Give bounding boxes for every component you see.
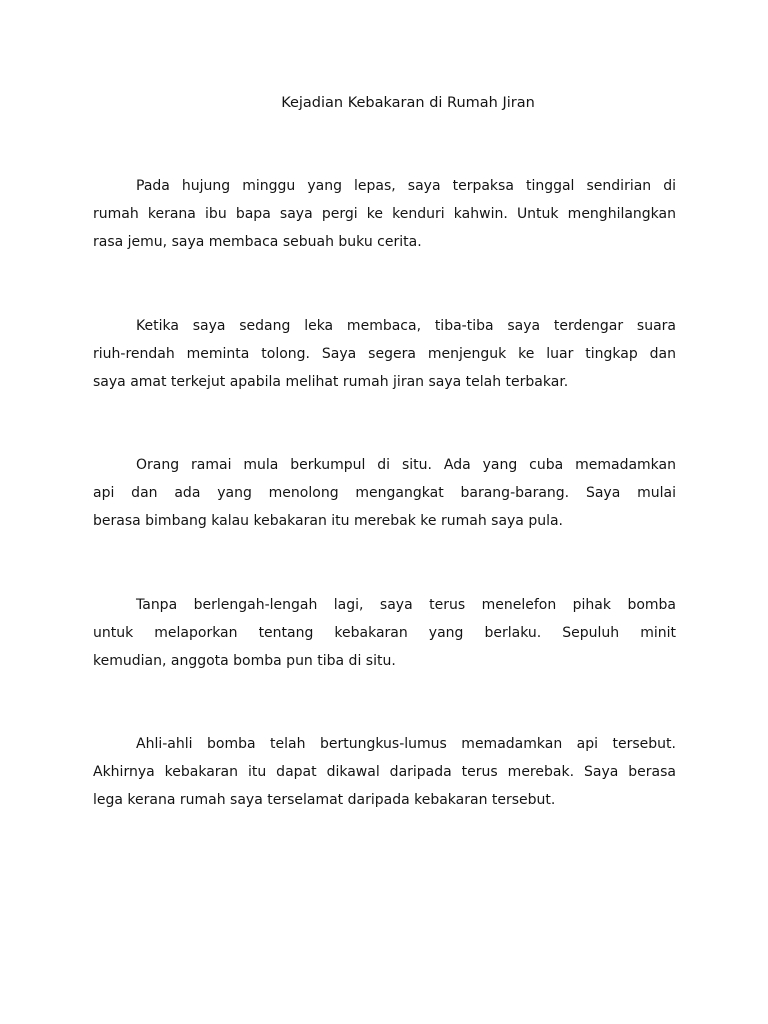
paragraph-line: Pada hujung minggu yang lepas, saya terpaksa tinggal sendirian di <box>136 178 676 194</box>
paragraph-line: Ahli-ahli bomba telah bertungkus-lumus memadamkan api tersebut. <box>136 736 676 752</box>
paragraph-line: Akhirnya kebakaran itu dapat dikawal daripada terus merebak. Saya berasa <box>93 764 676 780</box>
paragraph-line: riuh-rendah meminta tolong. Saya segera menjenguk ke luar tingkap dan <box>93 346 676 362</box>
paragraph-line: berasa bimbang kalau kebakaran itu merebak ke rumah saya pula. <box>93 513 564 529</box>
paragraph-line: Ketika saya sedang leka membaca, tiba-tiba saya terdengar suara <box>136 318 676 334</box>
paragraph-line: Tanpa berlengah-lengah lagi, saya terus menelefon pihak bomba <box>136 597 676 613</box>
paragraph-line: rasa jemu, saya membaca sebuah buku cerita. <box>93 234 422 250</box>
paragraph-line: lega kerana rumah saya terselamat daripada kebakaran tersebut. <box>93 792 556 808</box>
paragraph-line: saya amat terkejut apabila melihat rumah jiran saya telah terbakar. <box>93 374 569 390</box>
paragraph-line: kemudian, anggota bomba pun tiba di situ. <box>93 653 396 669</box>
paragraph-line: api dan ada yang menolong mengangkat barang-barang. Saya mulai <box>93 485 676 501</box>
document-title: Kejadian Kebakaran di Rumah Jiran <box>281 95 535 111</box>
paragraph-line: untuk melaporkan tentang kebakaran yang berlaku. Sepuluh minit <box>93 625 676 641</box>
paragraph-line: Orang ramai mula berkumpul di situ. Ada yang cuba memadamkan <box>136 457 676 473</box>
paragraph-line: rumah kerana ibu bapa saya pergi ke kenduri kahwin. Untuk menghilangkan <box>93 206 676 222</box>
